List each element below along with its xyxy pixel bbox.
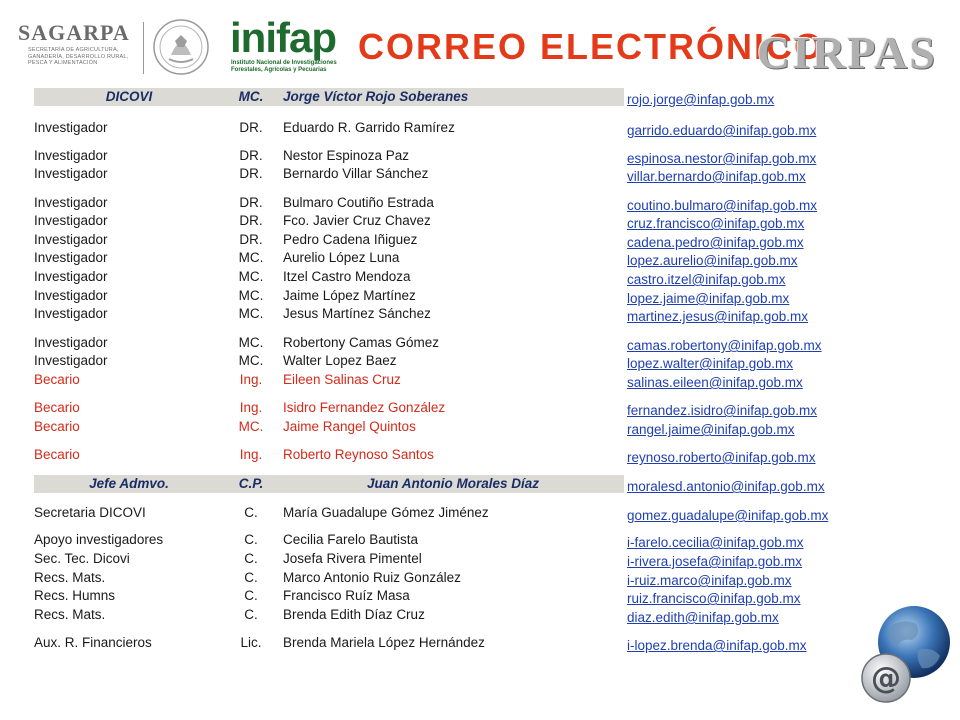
row-role: Becario — [34, 400, 80, 415]
email-link[interactable]: i-ruiz.marco@inifap.gob.mx — [627, 573, 792, 588]
row-name: Jaime López Martínez — [283, 288, 416, 303]
email-link[interactable]: gomez.guadalupe@inifap.gob.mx — [627, 508, 829, 523]
row-role: Investigador — [34, 353, 108, 368]
table-row — [34, 88, 624, 106]
table-row — [34, 475, 624, 493]
row-title: MC. — [238, 335, 264, 350]
email-link[interactable]: camas.robertony@inifap.gob.mx — [627, 338, 822, 353]
row-title: C. — [244, 588, 258, 603]
table-row — [34, 287, 624, 305]
row-name: Brenda Edith Díaz Cruz — [283, 607, 425, 622]
table-row — [34, 531, 624, 549]
table-row — [34, 550, 624, 568]
row-name: Nestor Espinoza Paz — [283, 148, 410, 163]
email-link[interactable]: reynoso.roberto@inifap.gob.mx — [627, 450, 816, 465]
table-row — [34, 212, 624, 230]
row-role: Jefe Admvo. — [89, 476, 169, 491]
row-title: DR. — [239, 213, 263, 228]
table-row — [34, 194, 624, 212]
row-name: Eileen Salinas Cruz — [283, 372, 401, 387]
row-title: Ing. — [239, 400, 263, 415]
email-link[interactable]: martinez.jesus@inifap.gob.mx — [627, 309, 809, 324]
table-row — [34, 268, 624, 286]
table-row — [34, 305, 624, 323]
row-title: C. — [244, 505, 258, 520]
sagarpa-logo — [14, 20, 144, 76]
row-role: Secretaria DICOVI — [34, 505, 146, 520]
table-row — [34, 399, 624, 417]
row-role: Investigador — [34, 166, 108, 181]
table-row — [34, 119, 624, 137]
row-title: Ing. — [239, 372, 263, 387]
row-title: MC. — [238, 306, 264, 321]
row-role: Investigador — [34, 288, 108, 303]
row-role: Investigador — [34, 195, 108, 210]
row-role: Recs. Mats. — [34, 607, 106, 622]
page-title: CORREO ELECTRÓNICO — [358, 26, 825, 67]
table-row — [34, 569, 624, 587]
row-role: Becario — [34, 372, 80, 387]
sagarpa-name: SAGARPA — [18, 20, 130, 45]
row-title: C. — [244, 551, 258, 566]
row-title: MC. — [238, 269, 264, 284]
row-name: Jaime Rangel Quintos — [283, 419, 416, 434]
row-title: DR. — [239, 232, 263, 247]
row-role: Investigador — [34, 148, 108, 163]
email-link[interactable]: i-farelo.cecilia@inifap.gob.mx — [627, 535, 804, 550]
logo-divider — [143, 22, 144, 74]
table-row — [34, 371, 624, 389]
email-link[interactable]: i-lopez.brenda@inifap.gob.mx — [627, 638, 807, 653]
table-row — [34, 418, 624, 436]
email-link[interactable]: villar.bernardo@inifap.gob.mx — [627, 169, 806, 184]
row-title: C. — [244, 607, 258, 622]
svg-text:@: @ — [871, 661, 901, 696]
sagarpa-subtitle: SECRETARÍA DE AGRICULTURA, GANADERÍA, DESARROLLO RURAL, PESCA Y ALIMENTACIÓN — [28, 47, 129, 66]
row-title: Ing. — [239, 447, 263, 462]
row-name: Robertony Camas Gómez — [283, 335, 440, 350]
email-link[interactable]: moralesd.antonio@inifap.gob.mx — [627, 479, 825, 494]
row-name: Francisco Ruíz Masa — [283, 588, 410, 603]
row-role: Apoyo investigadores — [34, 532, 164, 547]
row-role: Investigador — [34, 232, 108, 247]
email-link[interactable]: salinas.eileen@inifap.gob.mx — [627, 375, 803, 390]
email-link[interactable]: lopez.jaime@inifap.gob.mx — [627, 291, 790, 306]
row-role: Investigador — [34, 213, 108, 228]
row-name: Aurelio López Luna — [283, 250, 400, 265]
row-role: Becario — [34, 419, 80, 434]
row-role: Sec. Tec. Dicovi — [34, 551, 130, 566]
inifap-logo — [230, 14, 340, 84]
row-role: Investigador — [34, 250, 108, 265]
table-row — [34, 446, 624, 464]
row-role: Investigador — [34, 269, 108, 284]
email-link[interactable]: lopez.walter@inifap.gob.mx — [627, 356, 794, 371]
row-role: DICOVI — [105, 89, 153, 104]
row-title: MC. — [238, 250, 264, 265]
row-name: Brenda Mariela López Hernández — [283, 635, 485, 650]
row-name: Walter Lopez Baez — [283, 353, 397, 368]
row-name: Marco Antonio Ruiz González — [283, 570, 461, 585]
email-link[interactable]: fernandez.isidro@inifap.gob.mx — [627, 403, 818, 418]
mexico-seal-icon — [151, 17, 211, 77]
email-link[interactable]: coutino.bulmaro@inifap.gob.mx — [627, 198, 818, 213]
row-name: Isidro Fernandez González — [283, 400, 446, 415]
row-name: Itzel Castro Mendoza — [283, 269, 411, 284]
email-link[interactable]: ruiz.francisco@inifap.gob.mx — [627, 591, 801, 606]
row-title: Lic. — [240, 635, 262, 650]
row-role: Aux. R. Financieros — [34, 635, 152, 650]
table-row — [34, 352, 624, 370]
table-row — [34, 606, 624, 624]
row-name: Bernardo Villar Sánchez — [283, 166, 429, 181]
table-row — [34, 504, 624, 522]
row-title: MC. — [238, 89, 264, 104]
table-row — [34, 334, 624, 352]
email-link[interactable]: rangel.jaime@inifap.gob.mx — [627, 422, 795, 437]
row-name: Jesus Martínez Sánchez — [283, 306, 431, 321]
row-name: Roberto Reynoso Santos — [283, 447, 434, 462]
table-row — [34, 231, 624, 249]
email-globe-icon — [856, 604, 956, 714]
row-name: Fco. Javier Cruz Chavez — [283, 213, 431, 228]
row-role: Recs. Humns — [34, 588, 116, 603]
row-name: Jorge Víctor Rojo Soberanes — [283, 89, 469, 104]
email-link[interactable]: cruz.francisco@inifap.gob.mx — [627, 216, 805, 231]
table-row — [34, 147, 624, 165]
row-name: Josefa Rivera Pimentel — [283, 551, 422, 566]
row-title: MC. — [238, 288, 264, 303]
row-title: DR. — [239, 195, 263, 210]
brand-title: CIRPAS — [757, 27, 937, 78]
row-title: MC. — [238, 419, 264, 434]
email-link[interactable]: espinosa.nestor@inifap.gob.mx — [627, 151, 817, 166]
table-row — [34, 587, 624, 605]
email-link[interactable]: rojo.jorge@infap.gob.mx — [627, 92, 775, 107]
row-role: Becario — [34, 447, 80, 462]
email-link[interactable]: diaz.edith@inifap.gob.mx — [627, 610, 779, 625]
row-name: Bulmaro Coutiño Estrada — [283, 195, 434, 210]
table-row — [34, 165, 624, 183]
email-link[interactable]: cadena.pedro@inifap.gob.mx — [627, 235, 804, 250]
inifap-subtitle: Instituto Nacional de Investigaciones Forestales, Agrícolas y Pecuarias — [231, 60, 337, 73]
row-name: Eduardo R. Garrido Ramírez — [283, 120, 455, 135]
email-link[interactable]: lopez.aurelio@inifap.gob.mx — [627, 253, 798, 268]
row-role: Investigador — [34, 120, 108, 135]
row-title: MC. — [238, 353, 264, 368]
row-role: Investigador — [34, 335, 108, 350]
row-name: Cecilia Farelo Bautista — [283, 532, 419, 547]
inifap-name: inifap — [230, 14, 336, 61]
email-link[interactable]: i-rivera.josefa@inifap.gob.mx — [627, 554, 803, 569]
row-title: DR. — [239, 120, 263, 135]
email-link[interactable]: castro.itzel@inifap.gob.mx — [627, 272, 786, 287]
row-name: María Guadalupe Gómez Jiménez — [283, 505, 489, 520]
row-role: Recs. Mats. — [34, 570, 106, 585]
row-title: C. — [244, 570, 258, 585]
row-title: DR. — [239, 148, 263, 163]
table-row — [34, 634, 624, 652]
row-title: C.P. — [238, 476, 264, 491]
row-name: Pedro Cadena Iñiguez — [283, 232, 418, 247]
table-row — [34, 249, 624, 267]
row-role: Investigador — [34, 306, 108, 321]
email-link[interactable]: garrido.eduardo@inifap.gob.mx — [627, 123, 817, 138]
row-title: DR. — [239, 166, 263, 181]
row-title: C. — [244, 532, 258, 547]
row-name: Juan Antonio Morales Díaz — [366, 476, 540, 491]
